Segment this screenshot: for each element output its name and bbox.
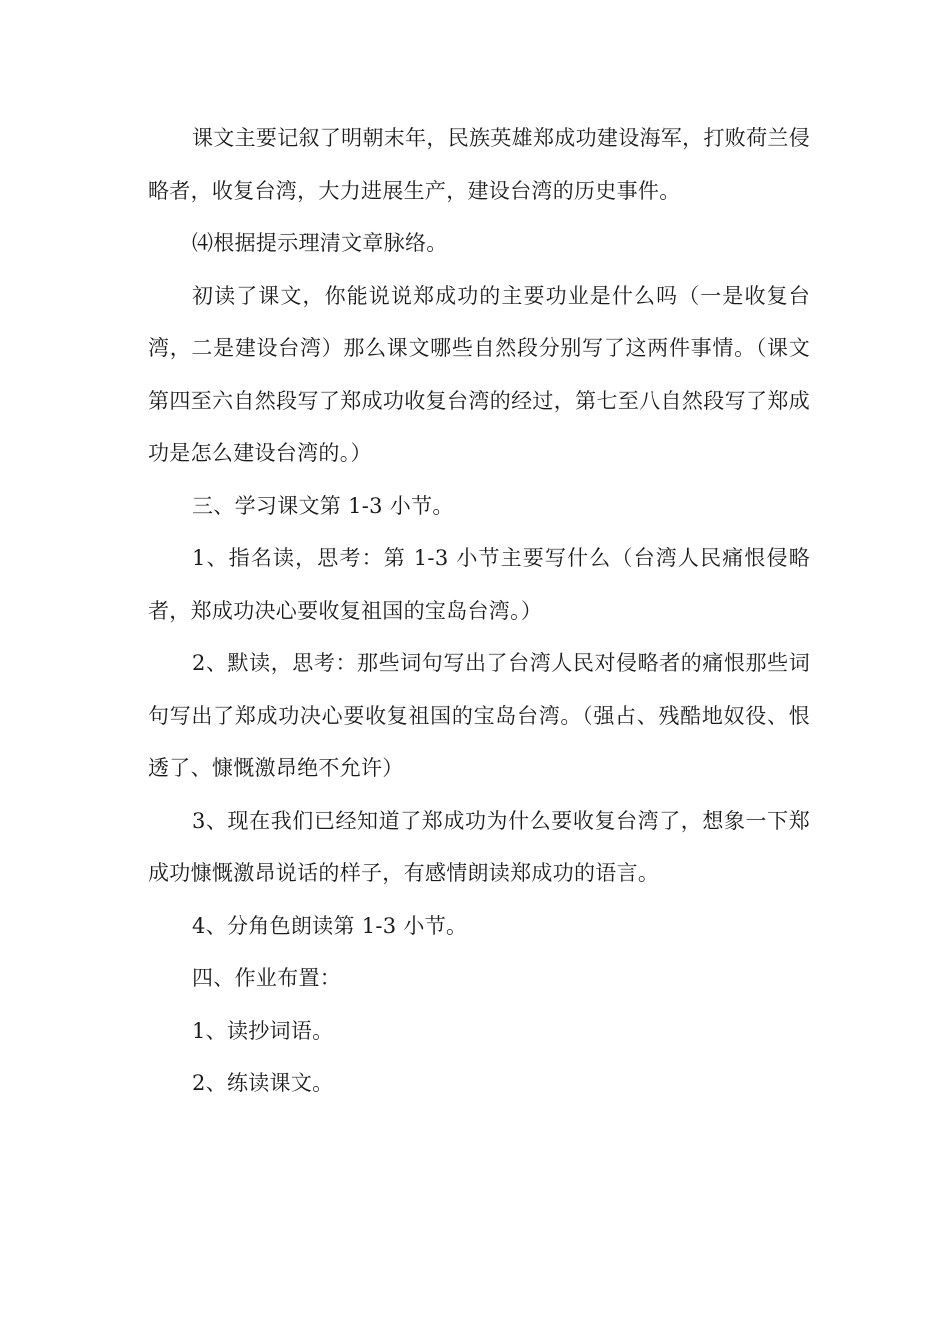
paragraph-step-4: 4、分角色朗读第 1-3 小节。 <box>192 913 468 938</box>
section-heading-study: 三、学习课文第 1-3 小节。 <box>192 493 454 518</box>
paragraph-first-reading: 初读了课文，你能说说郑成功的主要功业是什么吗（一是收复台湾，二是建设台湾）那么课文哪些自然段分别写了这两件事情。（课文第四至六自然段写了郑成功收复台湾的经过，第七至八自然段写了郑成功是怎么建设台湾的。） <box>148 283 810 465</box>
paragraph-summary: 课文主要记叙了明朝末年，民族英雄郑成功建设海军，打败荷兰侵略者，收复台湾，大力进展生产，建设台湾的历史事件。 <box>148 126 810 203</box>
paragraph-outline-step: ⑷根据提示理清文章脉络。 <box>192 231 448 255</box>
paragraph-step-1: 1、指名读，思考：第 1-3 小节主要写什么（台湾人民痛恨侵略者，郑成功决心要收复祖国的宝岛台湾。） <box>148 546 810 623</box>
document-body <box>148 112 810 1110</box>
section-heading-homework: 四、作业布置： <box>192 966 342 990</box>
homework-item-1: 1、读抄词语。 <box>192 1018 334 1043</box>
paragraph-step-3: 3、现在我们已经知道了郑成功为什么要收复台湾了，想象一下郑成功慷慨激昂说话的样子，有感情朗读郑成功的语言。 <box>148 808 810 885</box>
homework-item-2: 2、练读课文。 <box>192 1071 334 1095</box>
paragraph-step-2: 2、默读，思考：那些词句写出了台湾人民对侵略者的痛恨那些词句写出了郑成功决心要收复祖国的宝岛台湾。（强占、残酷地奴役、恨透了、慷慨激昂绝不允许） <box>148 651 810 780</box>
